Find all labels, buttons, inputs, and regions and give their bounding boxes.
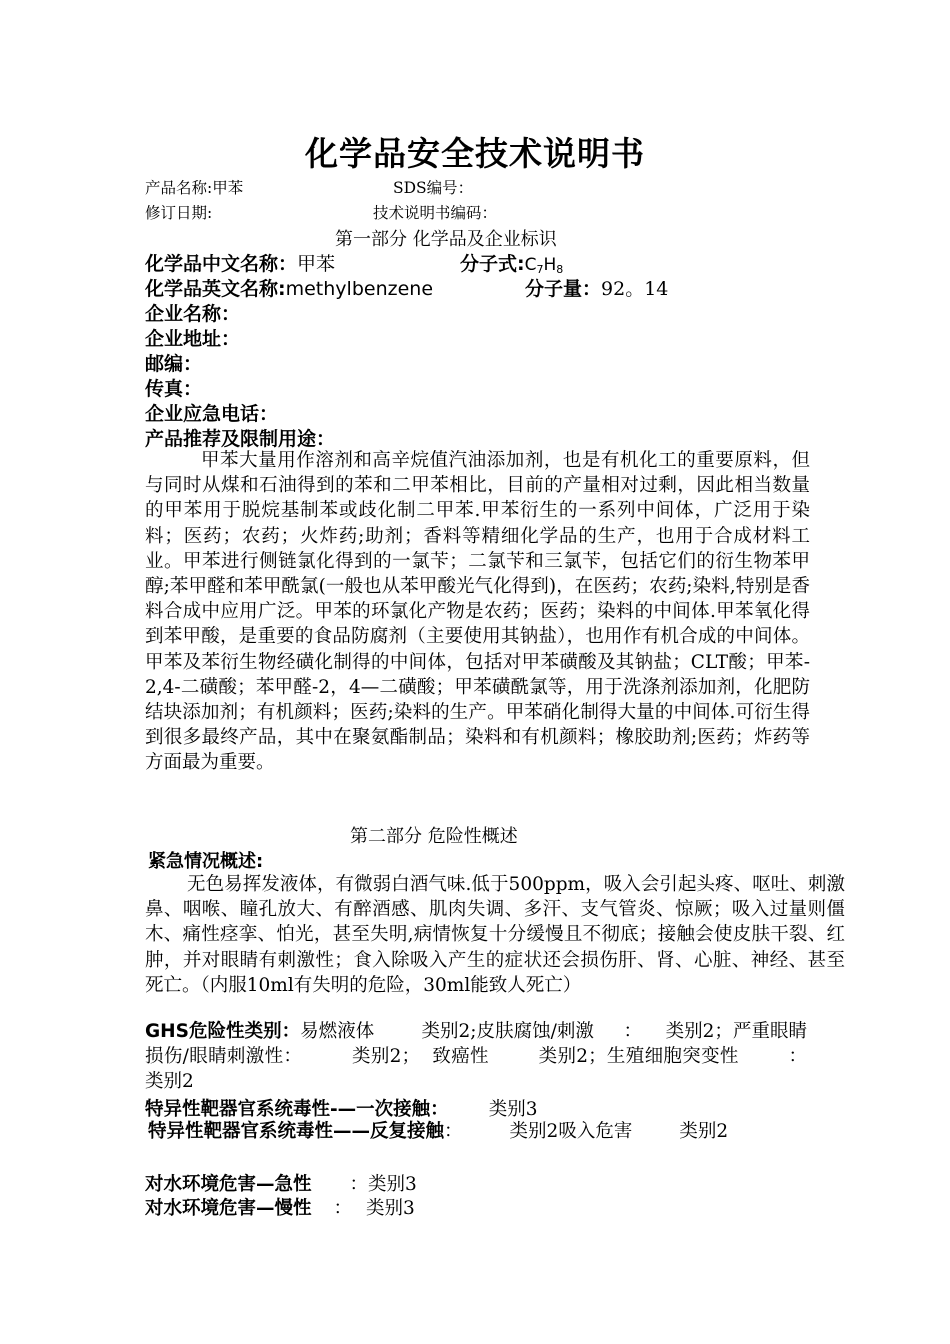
revision-date-label: 修订日期: [145, 204, 213, 222]
part1-heading: 第一部分 化学品及企业标识 [335, 229, 557, 250]
usage-label: 产品推荐及限制用途： [145, 428, 336, 450]
formula-h: H [543, 255, 557, 275]
postcode-label: 邮编： [145, 353, 203, 375]
ghs-label: GHS危险性类别： [145, 1021, 301, 1042]
formula-c: C [524, 255, 537, 275]
stot-repeat-label: 特异性靶器官系统毒性——反复接触 [148, 1121, 445, 1142]
aquatic-chronic-label: 对水环境危害—慢性 [145, 1198, 312, 1219]
en-name-value: methylbenzene [285, 278, 434, 300]
aquatic-chronic-sep: ： [333, 1198, 353, 1219]
emergency-paragraph: 无色易挥发液体，有微弱白酒气味.低于500ppm，吸入会引起头疼、呕吐、刺激鼻、咽喉、瞳孔放大、有醉酒感、肌肉失调、多汗、支气管炎、惊厥；吸入过量则僵木、痛性痉挛、怕光，甚至失明,病情恢复十分缓慢且不彻底；接触会使皮肤干裂、红肿，并对眼睛有刺激性；食入除吸入产生的症状还会损伤肝、肾、心脏、神经、甚至死亡。（内服10ml有失明的危险，30ml能致人死亡） [145, 874, 845, 996]
emergency-phone-label: 企业应急电话： [145, 403, 279, 425]
en-name-label: 化学品英文名称: [145, 278, 286, 300]
stot-repeat-text: ： 类别2吸入危害 类别2 [444, 1121, 729, 1142]
ghs-text: 易燃液体 类别2;皮肤腐蚀/刺激 ： 类别2；严重眼睛损伤/眼睛刺激性： 类别2； 致癌性 类别2；生殖细胞突变性 ：类别2 [145, 1021, 807, 1093]
aquatic-acute-label: 对水环境危害—急性 [145, 1174, 312, 1195]
formula-label: 分子式: [460, 253, 525, 275]
aquatic-acute-value: ：类别3 [349, 1174, 417, 1195]
stot-repeat-row [148, 1119, 808, 1144]
formula-c-sub: 7 [536, 263, 544, 276]
usage-paragraph: 甲苯大量用作溶剂和高辛烷值汽油添加剂，也是有机化工的重要原料，但与同时从煤和石油得到的苯和二甲苯相比，目前的产量相对过剩，因此相当数量的甲苯用于脱烷基制苯或歧化制二甲苯.甲苯衍生的一系列中间体，广泛用于染料；医药；农药；火炸药;助剂；香料等精细化学品的生产，也用于合成材料工业。甲苯进行侧链氯化得到的一氯苄；二氯苄和三氯苄，包括它们的衍生物苯甲醇;苯甲醛和苯甲酰氯(一般也从苯甲酸光气化得到)，在医药；农药;染料,特别是香料合成中应用广泛。甲苯的环氯化产物是农药；医药；染料的中间体.甲苯氧化得到苯甲酸，是重要的食品防腐剂（主要使用其钠盐），也用作有机合成的中间体。甲苯及苯衍生物经磺化制得的中间体，包括对甲苯磺酸及其钠盐；CLT酸；甲苯-2,4-二磺酸；苯甲醛-2，4—二磺酸；甲苯磺酰氯等，用于洗涤剂添加剂，化肥防结块添加剂；有机颜料；医药;染料的生产。甲苯硝化制得大量的中间体.可衍生得到很多最终产品，其中在聚氨酯制品；染料和有机颜料；橡胶助剂;医药；炸药等方面最为重要。 [145, 450, 810, 774]
stot-single-label: 特异性靶器官系统毒性-—一次接触： [145, 1099, 449, 1120]
cn-name-label: 化学品中文名称： [145, 253, 298, 275]
fax-label: 传真： [145, 378, 203, 400]
ghs-classification [145, 1019, 807, 1095]
aquatic-chronic-value: 类别3 [366, 1198, 415, 1219]
formula-h-sub: 8 [556, 263, 564, 276]
en-name-row [145, 274, 433, 301]
mw-row [525, 274, 668, 301]
mw-label: 分子量： [525, 278, 602, 300]
cn-name-value: 甲苯 [297, 253, 336, 275]
cn-name-row [145, 249, 335, 276]
document-title: 化学品安全技术说明书 [305, 134, 645, 173]
sds-number-label: SDS编号： [393, 179, 474, 197]
mw-value: 92。14 [601, 278, 669, 300]
product-name: 产品名称:甲苯 [145, 179, 244, 197]
aquatic-chronic-row [145, 1194, 415, 1220]
formula-value [525, 255, 564, 275]
spec-code-label: 技术说明书编码： [373, 204, 498, 222]
company-name-label: 企业名称： [145, 303, 241, 325]
stot-single-row [145, 1095, 537, 1121]
aquatic-acute-row [145, 1170, 417, 1196]
formula-row [460, 249, 563, 276]
part2-heading: 第二部分 危险性概述 [350, 826, 518, 847]
company-address-label: 企业地址： [145, 328, 241, 350]
emergency-overview-label: 紧急情况概述: [148, 851, 264, 872]
stot-single-value: 类别3 [488, 1099, 538, 1120]
